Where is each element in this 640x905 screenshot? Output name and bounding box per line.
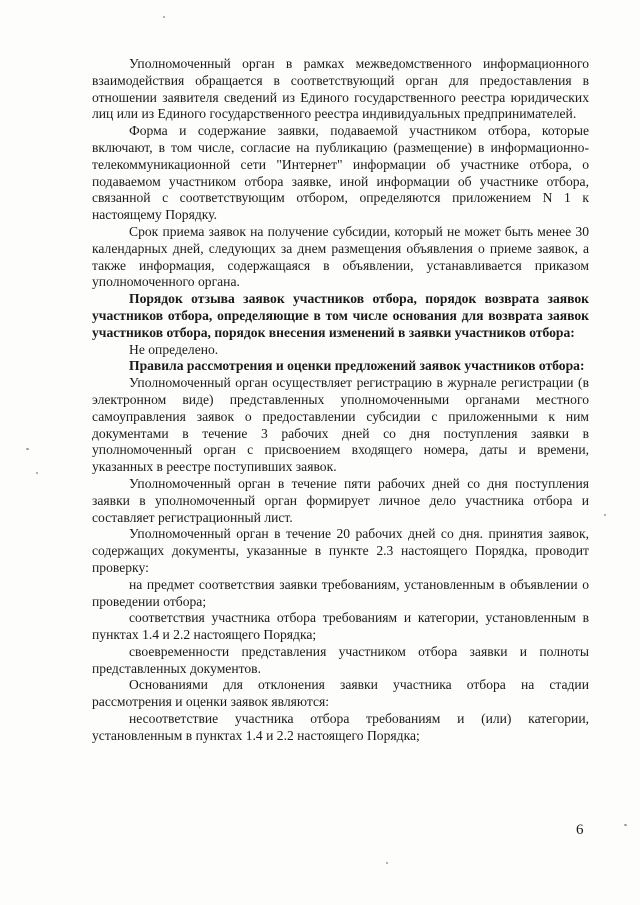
paragraph: Уполномоченный орган в течение пяти рабочих дней со дня поступления заявки в уполномоченный орган формирует личное дело участника отбора и составляет регистрационный лист. (92, 475, 589, 525)
scan-speck (26, 448, 29, 450)
scan-speck (36, 472, 38, 474)
paragraph: Уполномоченный орган осуществляет регистрацию в журнале регистрации (в электронном виде) представленных уполномоченными органами местного самоуправления заявок о предоставлении субсидии с приложенными к ним документами в течение 3 рабочих дней со дня поступления заявки в уполномоченный орган с присвоением входящего номера, даты и времени, указанных в реестре поступивших заявок. (92, 375, 589, 475)
paragraph: Не определено. (129, 341, 219, 357)
document-body (92, 56, 589, 745)
section-heading: Правила рассмотрения и оценки предложений заявок участников отбора: (129, 358, 585, 374)
paragraph: Уполномоченный орган в течение 20 рабочих дней со дня. принятия заявок, содержащих документы, указанные в пункте 2.3 настоящего Порядка, проводит проверку: (92, 526, 589, 575)
paragraph: соответствия участника отбора требованиям и категории, установленным в пунктах 1.4 и 2.2 настоящего Порядка; (92, 610, 589, 643)
paragraph: Основаниями для отклонения заявки участника отбора на стадии рассмотрения и оценки заявок являются: (92, 677, 589, 710)
scan-speck (604, 514, 606, 516)
paragraph: несоответствие участника отбора требованиям и (или) категории, установленным в пунктах 1.4 и 2.2 настоящего Порядка; (92, 711, 589, 743)
page-number: 6 (576, 822, 584, 838)
paragraph: своевременности представления участником отбора заявки и полноты представленных документов. (92, 643, 589, 676)
paragraph: Форма и содержание заявки, подаваемой участником отбора, которые включают, в том числе, согласие на публикацию (размещение) в информационно-телекоммуникационной сети "Интернет" информации об участнике отбора, о подаваемом участником отбора заявке, иной информации об участнике отбора, связанной с соответствующим отбором, определяются приложением N 1 к настоящему Порядку. (92, 123, 589, 223)
section-heading: Порядок отзыва заявок участников отбора, порядок возврата заявок участников отбора, определяющие в том числе основания для возврата заявок участников отбора, порядок внесения изменений в заявки участников отбора: (92, 291, 589, 340)
scan-speck (624, 824, 627, 826)
paragraph: Уполномоченный орган в рамках межведомственного информационного взаимодействия обращается в соответствующий орган для предоставления в отношении заявителя сведений из Единого государственного реестра юридических лиц или из Единого государственного реестра индивидуальных предпринимателей. (92, 56, 589, 122)
scan-speck (163, 16, 165, 18)
paragraph: Срок приема заявок на получение субсидии, который не может быть менее 30 календарных дней, следующих за днем размещения объявления о приеме заявок, а также информация, содержащаяся в объявлении, устанавливается приказом уполномоченного органа. (92, 223, 589, 290)
paragraph: на предмет соответствия заявки требованиям, установленным в объявлении о проведении отбора; (92, 576, 589, 609)
scan-speck (386, 862, 388, 864)
